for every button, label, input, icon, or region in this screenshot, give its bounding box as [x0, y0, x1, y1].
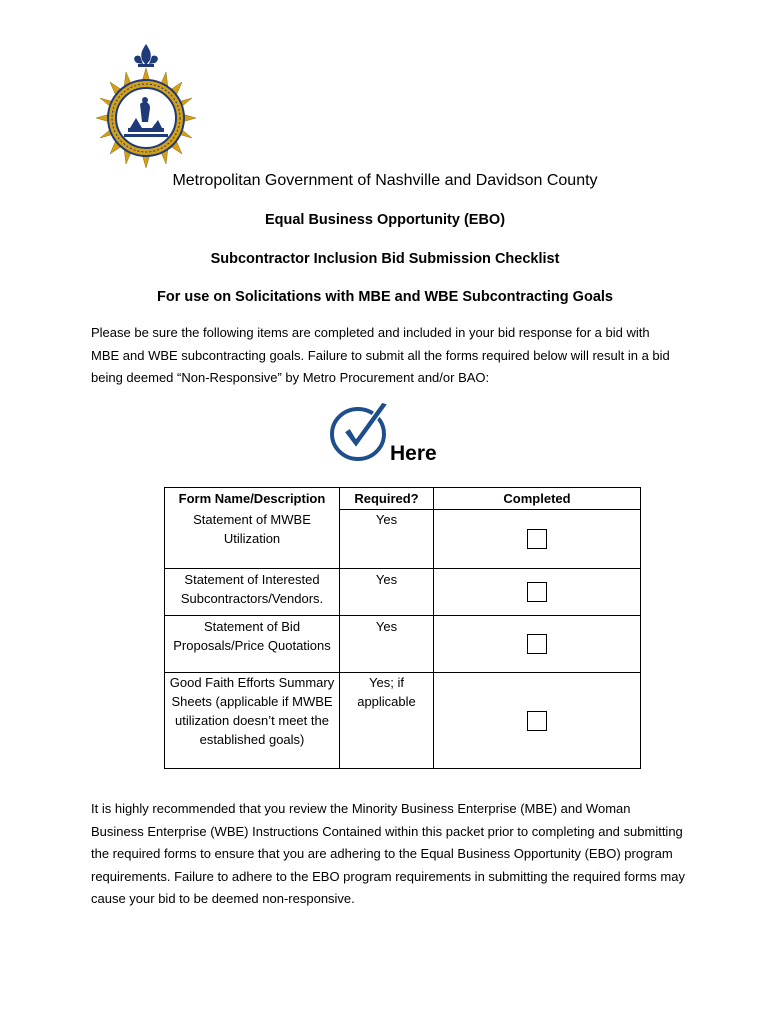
- header-form: Form Name/Description: [165, 488, 340, 510]
- header-required: Required?: [340, 488, 434, 510]
- organization-name: Metropolitan Government of Nashville and Davidson County: [172, 172, 598, 189]
- table-row: [165, 510, 641, 569]
- header-completed: Completed: [434, 488, 641, 510]
- heading-ebo: Equal Business Opportunity (EBO): [264, 212, 506, 228]
- heading-goals: For use on Solicitations with MBE and WBE Subcontracting Goals: [157, 289, 613, 305]
- checkmark-icon: [330, 400, 392, 462]
- form-name: Statement of Interested Subcontractors/Vendors.: [165, 569, 340, 616]
- heading-checklist: Subcontractor Inclusion Bid Submission Checklist: [210, 251, 560, 267]
- required-value: Yes: [340, 569, 434, 616]
- check-here-caption: Here: [390, 442, 437, 465]
- outro-paragraph: It is highly recommended that you review the Minority Business Enterprise (MBE) and Woman Business Enterprise (WBE) Instructions Contained within this packet prior to completing and submitting the required forms to ensure that you are adhering to the Equal Business Opportunity (EBO) program requirements. Failure to adhere to the EBO program requirements in submitting the required forms may cause your bid to be deemed non-responsive.: [91, 801, 685, 906]
- form-name: Statement of MWBE Utilization: [165, 510, 340, 569]
- checkbox-icon[interactable]: [527, 582, 547, 602]
- required-value: Yes: [340, 616, 434, 673]
- checkbox-icon[interactable]: [527, 529, 547, 549]
- form-name: Statement of Bid Proposals/Price Quotations: [165, 616, 340, 673]
- metro-nashville-seal-icon: [90, 42, 202, 170]
- table-row: [165, 673, 641, 769]
- checkbox-icon[interactable]: [527, 711, 547, 731]
- table-row: [165, 569, 641, 616]
- table-header-row: [165, 488, 641, 510]
- intro-paragraph: Please be sure the following items are completed and included in your bid response for a bid with MBE and WBE subcontracting goals. Failure to submit all the forms required below will result in a bid being deemed “Non-Responsive” by Metro Procurement and/or BAO:: [91, 325, 670, 385]
- checkbox-icon[interactable]: [527, 634, 547, 654]
- checklist-table: [164, 487, 641, 769]
- form-name: Good Faith Efforts Summary Sheets (applicable if MWBE utilization doesn’t meet the established goals): [165, 673, 340, 769]
- required-value: Yes; if applicable: [340, 673, 434, 769]
- required-value: Yes: [340, 510, 434, 569]
- table-row: [165, 616, 641, 673]
